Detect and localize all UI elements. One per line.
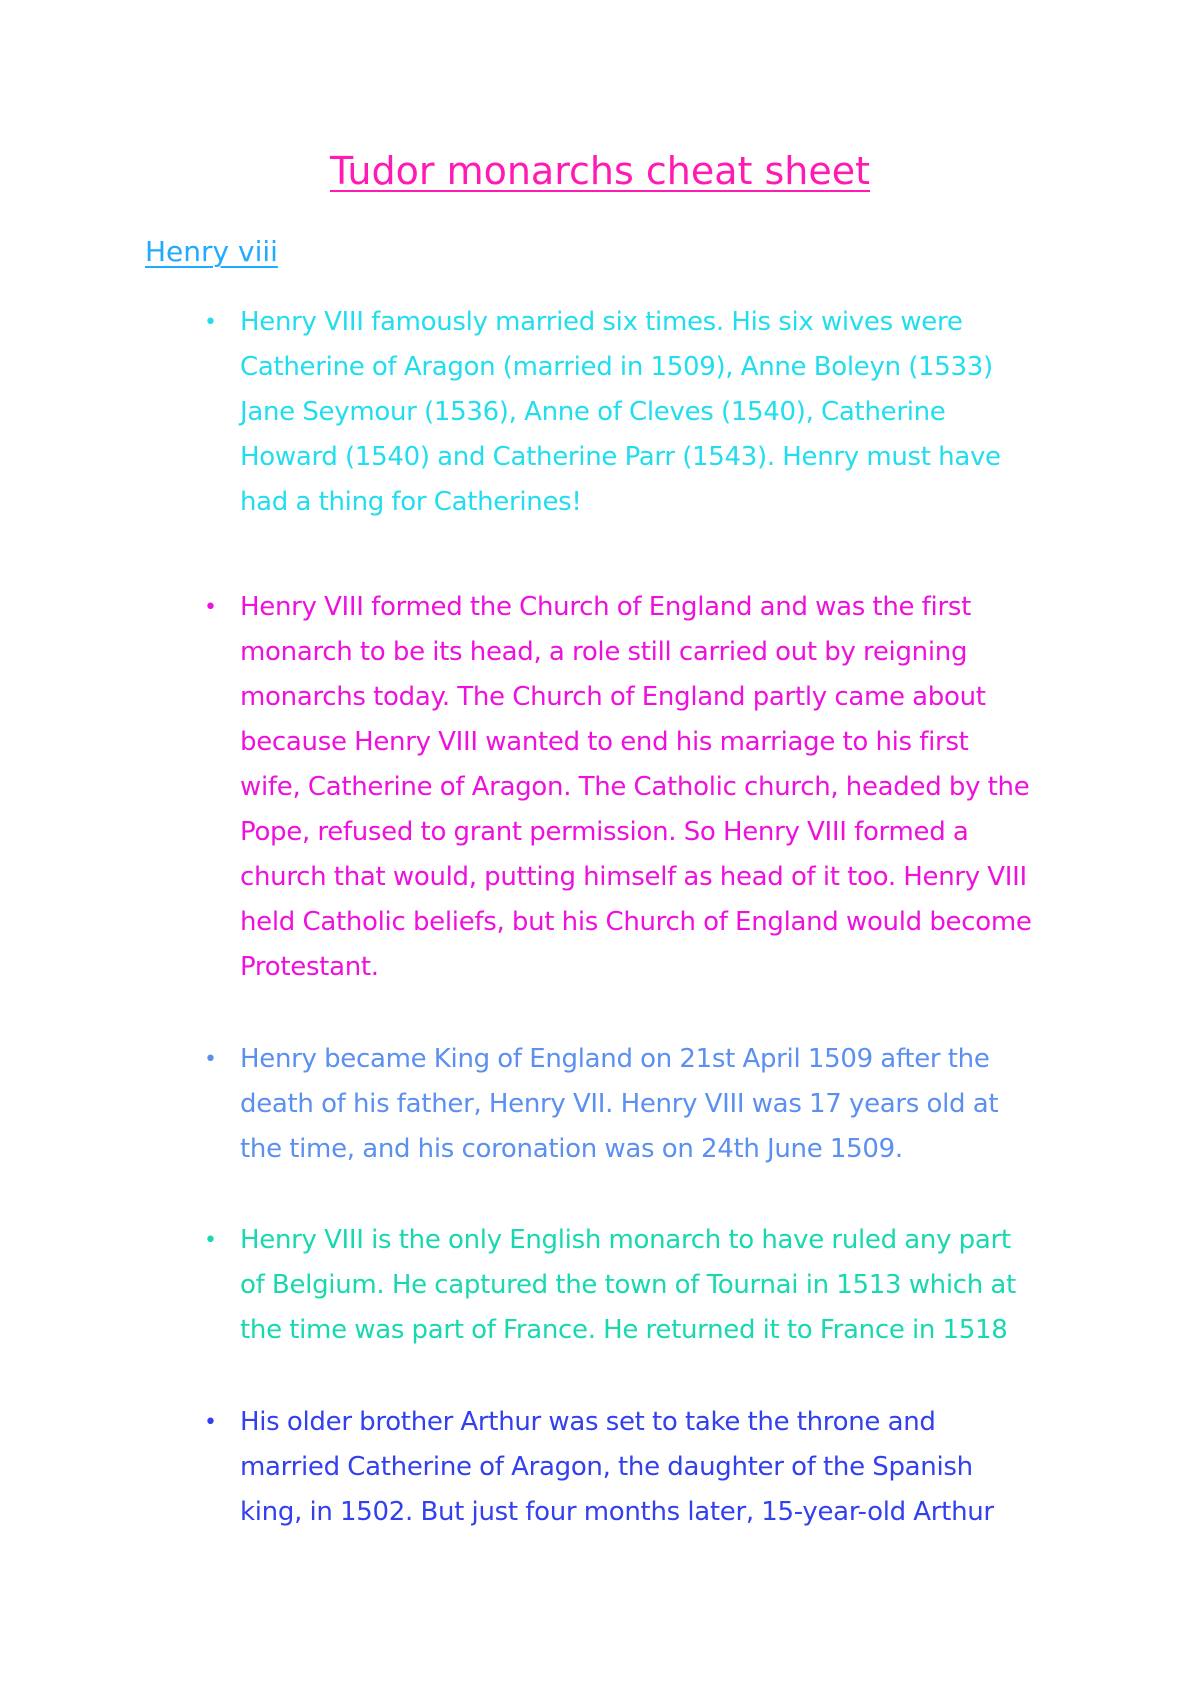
section-heading-henry-viii: Henry viii: [145, 235, 278, 268]
bullet-text: [240, 1218, 1080, 1353]
bullet-line: Protestant.: [240, 952, 379, 982]
bullet-text: [240, 1037, 1080, 1172]
bullet-line: death of his father, Henry VII. Henry VIII was 17 years old at: [240, 1089, 999, 1119]
bullet-line: His older brother Arthur was set to take the throne and: [240, 1407, 936, 1437]
bullet-line: monarch to be its head, a role still carried out by reigning: [240, 637, 968, 667]
document-title: Tudor monarchs cheat sheet: [329, 149, 871, 193]
bullet-line: of Belgium. He captured the town of Tournai in 1513 which at: [240, 1270, 1016, 1300]
bullet-point-icon: •: [204, 1410, 217, 1435]
bullet-line: Henry VIII formed the Church of England and was the first: [240, 592, 971, 622]
bullet-line: monarchs today. The Church of England partly came about: [240, 682, 986, 712]
bullet-point-icon: •: [204, 310, 217, 335]
bullet-line: Henry VIII is the only English monarch to have ruled any part: [240, 1225, 1011, 1255]
bullet-line: church that would, putting himself as head of it too. Henry VIII: [240, 862, 1027, 892]
bullet-point-icon: •: [204, 1047, 217, 1072]
bullet-line: the time, and his coronation was on 24th June 1509.: [240, 1134, 903, 1164]
bullet-line: the time was part of France. He returned it to France in 1518: [240, 1315, 1008, 1345]
bullet-point-icon: •: [204, 595, 217, 620]
bullet-line: Howard (1540) and Catherine Parr (1543). Henry must have: [240, 442, 1001, 472]
bullet-line: Henry became King of England on 21st April 1509 after the: [240, 1044, 990, 1074]
bullet-text: [240, 300, 1080, 525]
bullet-text: [240, 1400, 1080, 1535]
bullet-line: held Catholic beliefs, but his Church of England would become: [240, 907, 1032, 937]
bullet-point-icon: •: [204, 1228, 217, 1253]
bullet-line: because Henry VIII wanted to end his marriage to his first: [240, 727, 969, 757]
bullet-line: wife, Catherine of Aragon. The Catholic church, headed by the: [240, 772, 1030, 802]
bullet-line: Henry VIII famously married six times. His six wives were: [240, 307, 963, 337]
bullet-line: Pope, refused to grant permission. So Henry VIII formed a: [240, 817, 969, 847]
bullet-line: Catherine of Aragon (married in 1509), Anne Boleyn (1533): [240, 352, 993, 382]
bullet-text: [240, 585, 1080, 990]
bullet-line: king, in 1502. But just four months later, 15-year-old Arthur: [240, 1497, 994, 1527]
bullet-line: had a thing for Catherines!: [240, 487, 582, 517]
bullet-line: married Catherine of Aragon, the daughter of the Spanish: [240, 1452, 973, 1482]
bullet-line: Jane Seymour (1536), Anne of Cleves (1540), Catherine: [240, 397, 946, 427]
